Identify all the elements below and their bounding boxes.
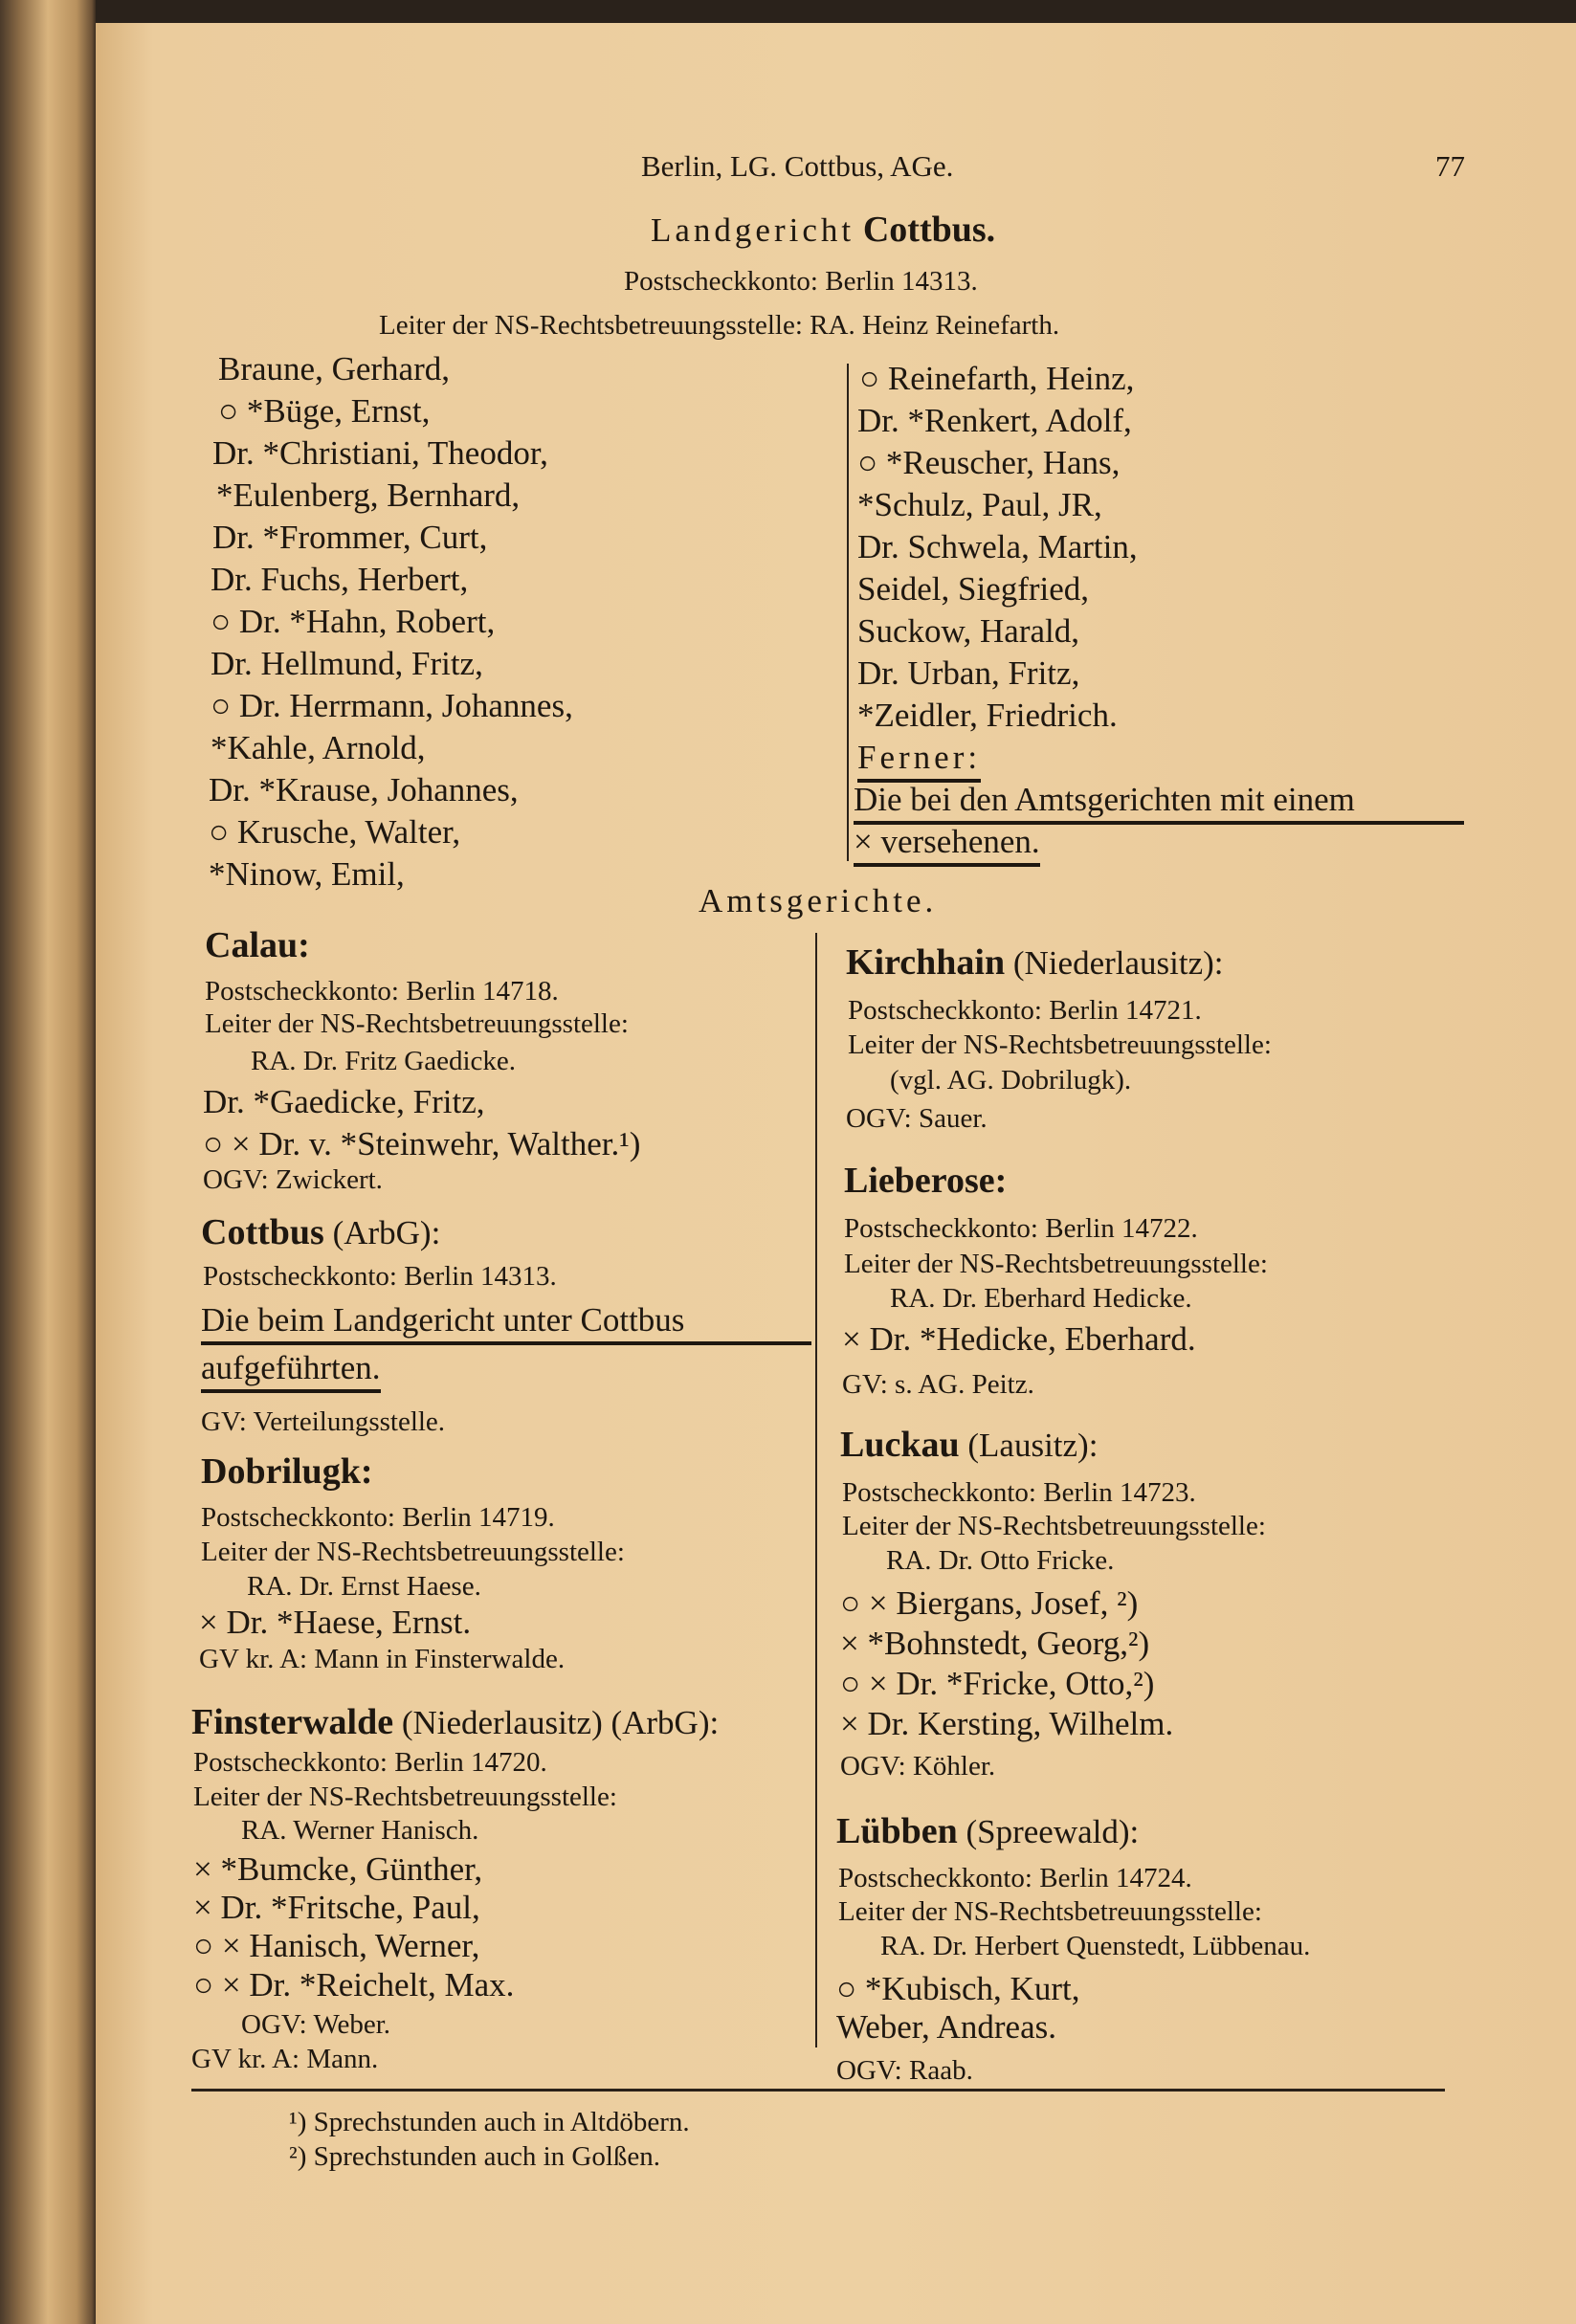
- leiter: Leiter der NS-Rechtsbetreuungsstelle:: [193, 1782, 617, 1812]
- court-name: Finsterwalde: [191, 1702, 394, 1742]
- court-name: Cottbus: [201, 1212, 324, 1252]
- member: × Dr. *Hedicke, Eberhard.: [842, 1320, 1196, 1358]
- lg-name: *Kahle, Arnold,: [211, 729, 426, 766]
- lg-name: Dr. *Christiani, Theodor,: [212, 434, 548, 472]
- leiter: Leiter der NS-Rechtsbetreuungsstelle:: [205, 1008, 629, 1039]
- member: Dr. *Gaedicke, Fritz,: [203, 1083, 485, 1120]
- footnote-rule: [191, 2089, 1445, 2092]
- leiter: Leiter der NS-Rechtsbetreuungsstelle:: [842, 1511, 1266, 1541]
- cottbus-text: Die beim Landgericht unter Cottbus: [201, 1301, 811, 1345]
- lg-name: ○ Dr. Herrmann, Johannes,: [211, 687, 573, 724]
- lg-name: ○ Reinefarth, Heinz,: [859, 360, 1135, 397]
- leiter: Leiter der NS-Rechtsbetreuungsstelle:: [848, 1029, 1272, 1060]
- amtsgerichte-title: Amtsgerichte.: [699, 882, 938, 919]
- cottbus-text: aufgeführten.: [201, 1349, 381, 1393]
- lg-name: Dr. *Renkert, Adolf,: [857, 402, 1132, 439]
- gv: GV: Verteilungsstelle.: [201, 1406, 446, 1437]
- footnote: ²) Sprechstunden auch in Golßen.: [289, 2141, 661, 2172]
- lg-name: Dr. Urban, Fritz,: [857, 654, 1080, 692]
- column-divider: [847, 364, 849, 861]
- ogv: OGV: Zwickert.: [203, 1164, 383, 1195]
- member: ○ × Dr. v. *Steinwehr, Walther.¹): [203, 1125, 641, 1162]
- lg-name: Dr. Schwela, Martin,: [857, 528, 1138, 565]
- court-suffix: (Lausitz):: [967, 1427, 1099, 1464]
- member: ○ × Biergans, Josef, ²): [840, 1584, 1139, 1622]
- member: Weber, Andreas.: [836, 2008, 1056, 2046]
- lg-name: Dr. Hellmund, Fritz,: [211, 645, 483, 682]
- leiter-name: (vgl. AG. Dobrilugk).: [890, 1065, 1132, 1096]
- title-prefix: Landgericht: [651, 211, 855, 249]
- court-calau: Calau:: [205, 925, 310, 965]
- lg-name: Dr. *Frommer, Curt,: [212, 519, 488, 556]
- member: ○ × Dr. *Fricke, Otto,²): [840, 1665, 1155, 1702]
- lg-name: *Zeidler, Friedrich.: [857, 697, 1118, 734]
- court-luebben: [836, 1810, 1139, 1852]
- court-name: Luckau: [840, 1425, 960, 1465]
- member: ○ × Hanisch, Werner,: [193, 1927, 480, 1964]
- leiter-name: RA. Werner Hanisch.: [241, 1815, 479, 1846]
- court-suffix: (Niederlausitz):: [1012, 944, 1224, 982]
- court-suffix: (ArbG):: [332, 1214, 441, 1251]
- court-dobrilugk: Dobrilugk:: [201, 1451, 373, 1492]
- lg-name: Seidel, Siegfried,: [857, 570, 1090, 608]
- ferner-text: Die bei den Amtsgerichten mit einem: [854, 781, 1464, 825]
- postscheck: Postscheckkonto: Berlin 14722.: [844, 1213, 1198, 1244]
- lg-name: *Ninow, Emil,: [209, 855, 405, 893]
- ogv: OGV: Raab.: [836, 2055, 973, 2086]
- court-suffix: (Spreewald):: [966, 1813, 1140, 1850]
- court-name: Kirchhain: [846, 942, 1006, 983]
- leiter-name: RA. Dr. Herbert Quenstedt, Lübbenau.: [880, 1931, 1311, 1961]
- postscheck: Postscheckkonto: Berlin 14313.: [203, 1261, 557, 1292]
- member: × Dr. *Haese, Ernst.: [199, 1604, 472, 1641]
- landgericht-title: [651, 209, 995, 251]
- court-finsterwalde: [191, 1701, 719, 1743]
- page-number: 77: [1435, 149, 1465, 183]
- running-title: Berlin, LG. Cottbus, AGe.: [641, 149, 954, 183]
- leiter: Leiter der NS-Rechtsbetreuungsstelle:: [844, 1249, 1268, 1279]
- lg-name: *Schulz, Paul, JR,: [857, 486, 1102, 523]
- title-place: Cottbus.: [862, 210, 996, 250]
- member: ○ × Dr. *Reichelt, Max.: [193, 1966, 515, 2003]
- member: × *Bumcke, Günther,: [193, 1850, 483, 1888]
- footnote: ¹) Sprechstunden auch in Altdöbern.: [289, 2107, 690, 2137]
- gv: GV: s. AG. Peitz.: [842, 1369, 1034, 1400]
- ogv: OGV: Köhler.: [840, 1751, 996, 1782]
- lg-name: *Eulenberg, Bernhard,: [216, 476, 521, 514]
- court-name: Lübben: [836, 1811, 958, 1851]
- ferner-text: × versehenen.: [854, 823, 1040, 867]
- leiter-name: RA. Dr. Eberhard Hedicke.: [890, 1283, 1192, 1314]
- leiter-name: RA. Dr. Otto Fricke.: [886, 1545, 1115, 1576]
- postscheck: Postscheckkonto: Berlin 14723.: [842, 1477, 1196, 1508]
- court-suffix: (Niederlausitz) (ArbG):: [401, 1704, 720, 1741]
- member: × Dr. *Fritsche, Paul,: [193, 1889, 480, 1926]
- postscheck: Postscheckkonto: Berlin 14724.: [838, 1863, 1192, 1893]
- gv: GV kr. A: Mann in Finsterwalde.: [199, 1644, 566, 1674]
- leiter: Leiter der NS-Rechtsbetreuungsstelle:: [201, 1537, 625, 1567]
- lg-leiter: Leiter der NS-Rechtsbetreuungsstelle: RA. Heinz Reinefarth.: [379, 310, 1060, 341]
- court-luckau: [840, 1424, 1098, 1466]
- lg-postscheck: Postscheckkonto: Berlin 14313.: [624, 266, 978, 297]
- member: ○ *Kubisch, Kurt,: [836, 1970, 1080, 2007]
- lg-name: Braune, Gerhard,: [218, 350, 450, 387]
- lg-name: Dr. Fuchs, Herbert,: [211, 561, 469, 598]
- gv: GV kr. A: Mann.: [191, 2044, 379, 2074]
- lg-name: ○ Krusche, Walter,: [209, 813, 461, 851]
- scan-top-edge: [0, 0, 1576, 23]
- book-binding-edge: [0, 0, 96, 2324]
- column-divider: [815, 933, 817, 2047]
- lg-name: Dr. *Krause, Johannes,: [209, 771, 519, 808]
- lg-name: Suckow, Harald,: [857, 612, 1079, 650]
- lg-name: ○ *Reuscher, Hans,: [857, 444, 1121, 481]
- court-lieberose: Lieberose:: [844, 1161, 1008, 1201]
- ogv: OGV: Sauer.: [846, 1103, 988, 1134]
- postscheck: Postscheckkonto: Berlin 14719.: [201, 1502, 555, 1533]
- postscheck: Postscheckkonto: Berlin 14718.: [205, 976, 559, 1007]
- postscheck: Postscheckkonto: Berlin 14720.: [193, 1747, 547, 1778]
- court-kirchhain: [846, 941, 1224, 984]
- member: × Dr. Kersting, Wilhelm.: [840, 1705, 1174, 1742]
- leiter-name: RA. Dr. Ernst Haese.: [247, 1571, 481, 1602]
- leiter: Leiter der NS-Rechtsbetreuungsstelle:: [838, 1896, 1262, 1927]
- member: × *Bohnstedt, Georg,²): [840, 1625, 1150, 1662]
- court-cottbus: [201, 1211, 440, 1253]
- ferner-label: Ferner:: [857, 739, 981, 783]
- postscheck: Postscheckkonto: Berlin 14721.: [848, 995, 1202, 1026]
- ogv: OGV: Weber.: [241, 2009, 391, 2040]
- lg-name: ○ *Büge, Ernst,: [218, 392, 431, 430]
- lg-name: ○ Dr. *Hahn, Robert,: [211, 603, 496, 640]
- leiter-name: RA. Dr. Fritz Gaedicke.: [251, 1046, 517, 1076]
